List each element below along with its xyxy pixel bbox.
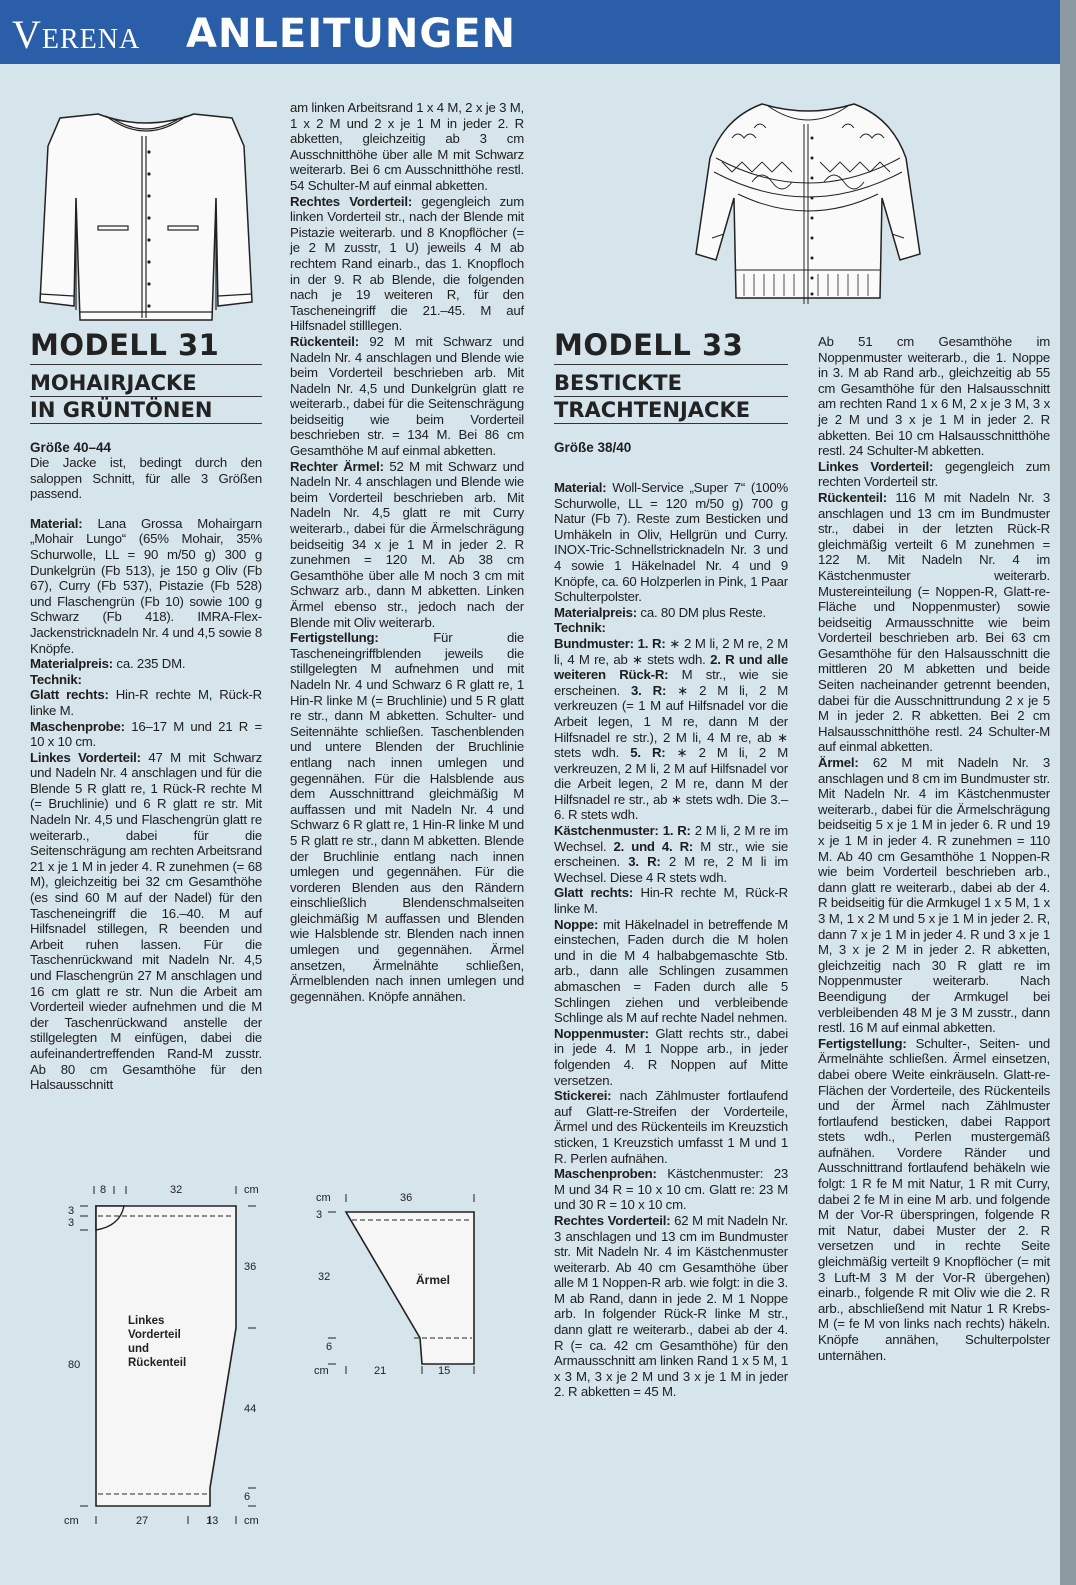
jacket-illustration-modell-31 <box>28 106 264 330</box>
modell-31-title: MODELL 31 <box>30 328 262 365</box>
unit-top: cm <box>244 1184 259 1196</box>
schema-label-vorderteil: Vorderteil <box>128 1329 181 1341</box>
modell-33-rechtes-vorderteil: Rechtes Vorderteil: 62 M mit Nadeln Nr. 3 anschlagen und 13 cm im Bundmuster str. Mit Nadeln Nr. 4 im Kästchenmuster weiterarb. Ab 40 cm Gesamthöhe über alle M 1 Noppen-R arb. wie folgt: in die 3. M ab Rand, dann in jede 2. M 1 Noppe arb. In folgender Rück-R linke M str., dann glatt re weiterarb., dabei ab der 4. R (= ca. 42 cm Gesamthöhe) für den Armausschnitt am linken Rand 1 x 5 M, 1 x 3 M, 3 x je 2 M und 3 x je 1 M in jeder 2. R abketten = 45 M. <box>554 1212 788 1400</box>
modell-31-glatt-rechts: Glatt rechts: Hin-R rechte M, Rück-R linke M. <box>30 687 262 718</box>
modell-33-size: Größe 38/40 <box>554 440 632 455</box>
modell-31-technik: Technik: <box>30 671 82 687</box>
modell-33-rueckenteil: Rückenteil: 116 M mit Nadeln Nr. 3 anschlagen und 13 cm im Bundmuster str., dabei in der letzten Rück-R gleichmäßig verteilt 6 M zunehmen = 122 M. Mit Nadeln Nr. 4 im Kästchenmuster weiterarb. Mustereinteilung (= Noppen-R, Glatt-re-Fläche und Noppenmuster) sowie beidseitig Armausschnitte wie beim Vorderteil beschrieben arb. Bei 63 cm Gesamthöhe für den Halsausschnitt die mittleren 20 M abketten und beide Seiten nacheinander getrennt beenden, dabei für die Ausschnittrundung 2 x je 5 M in jeder 2. R abketten. Bei 2 cm Halsausschnitthöhe restl. 24 Schulter-M auf einmal abketten. <box>818 489 1051 755</box>
modell-31-linkes-vorderteil: Linkes Vorderteil: 47 M mit Schwarz und Nadeln Nr. 4 anschlagen und für die Blende 5 R glatt re, 1 Rück-R rechte M (= Bruchlinie) und 6 R glatt re str. Mit Nadeln Nr. 4,5 und Flaschengrün glatt re weiterarb., dabei für die Seitenschrägung am rechten Arbeitsrand 21 x je 1 M in jeder 4. R zunehmen (= 68 M), gleichzeitig bei 32 cm Gesamthöhe (es sind 60 M auf der Nadel) für den Tascheneingriff die 16.–40. M auf Hilfsnadel stillegen, R beenden und Arbeit ruhen lassen. Für die Taschenrückwand mit Nadeln Nr. 4,5 und Flaschengrün 27 M anschlagen und 16 cm glatt re str. Nun die Arbeit am Vorderteil wieder aufnehmen und die M der Taschenrückwand anstelle der stillgelegten M einfügen, dabei die aufeinandertreffenden Rand-M zusstr. Ab 80 cm Gesamthöhe für den Halsausschnitt <box>30 749 263 1093</box>
schema-label-linkes: Linkes <box>128 1315 165 1327</box>
sleeve-dim-32: 32 <box>318 1271 331 1283</box>
schema-label-und: und <box>128 1343 150 1355</box>
sleeve-label: Ärmel <box>416 1273 451 1287</box>
modell-31-subtitle-line-1: MOHAIRJACKE <box>30 370 262 397</box>
schema-body-diagram <box>60 1178 280 1562</box>
modell-31-rueckenteil: Rückenteil: 92 M mit Schwarz und Nadeln Nr. 4 anschlagen und Blende wie beim Vorderteil beschrieben arb. Mit Nadeln Nr. 4,5 und Dunkelgrün glatt re weiterarb., dabei für die Seitenschrägung beidseitig wie beim Vorderteil beschrieben str. = 134 M. Bei 86 cm Gesamthöhe M auf einmal abketten. <box>290 333 524 459</box>
page-header <box>0 0 1060 64</box>
modell-33-fertigstellung: Fertigstellung: Schulter-, Seiten- und Ärmelnähte schließen. Ärmel einsetzen, dabei obere Weite einkräuseln. Glatt-re-Flächen der Vorderteile, des Rückenteils und der Ärmel nach Zählmuster fortlaufend besticken, dabei Rapport stets wdh., Perlen mustergemäß aufnähen. Vordere Ränder und Ausschnittrand fortlaufend behäkeln wie folgt: 1 R fe M mit Natur, 1 R mit Curry, dabei 2 fe M in eine M arb. und folgende M der Vor-R überspringen, folgende R mit Natur, dabei Muster der 2. R versetzen und in rechte Seite gleichmäßig verteilt 9 Knopflöcher (= mit 3 Luft-M 3 M der Vor-R übergehen) einarb., folgende R mit Oliv wie die 2. R arb., abschließend mit Natur 1 R Krebs-M (= fe M von links nach rechts) häkeln. Knöpfe annähen, Schulterpolster unternähen. <box>818 1035 1050 1363</box>
modell-33-technik: Technik: <box>554 620 606 636</box>
section-title: ANLEITUNGEN <box>186 11 517 57</box>
sleeve-unit-bottom: cm <box>314 1365 329 1377</box>
modell-31-size: Größe 40–44 <box>30 440 112 455</box>
dim-13: 13 <box>206 1515 219 1527</box>
dim-8: 8 <box>100 1184 107 1196</box>
modell-31-material: Material: Lana Grossa Mohairgarn „Mohair Lungo“ (65% Mohair, 35% Schurwolle, LL = 90 m/50 g) 300 g Dunkelgrün (Fb 513), je 150 g Oliv (Fb 67), Curry (Fb 537), Pistazie (Fb 528) und Flaschengrün (Fb 10) sowie 100 g Schwarz (Fb 418). IMRA-Flex-Jackenstricknadeln Nr. 4 und 4,5 sowie 8 Knöpfe. <box>30 515 262 656</box>
modell-33-continuation: Ab 51 cm Gesamthöhe im Noppenmuster weiterarb., die 1. Noppe in 3. M ab Rand arb., gleichzeitig ab 55 cm Gesamthöhe für den Halsausschnitt am rechten Rand 1 x 6 M, 2 x je 3 M, 3 x je 2 M und 3 x je 1 M in jeder 2. R abketten. Bei 10 cm Halsausschnitthöhe restl. 24 Schulter-M abketten. <box>818 334 1050 459</box>
modell-33-maschenproben: Maschenproben: Kästchenmuster: 23 M und 34 R = 10 x 10 cm. Glatt re: 23 M und 30 R = 10 x 10 cm. <box>554 1166 788 1213</box>
modell-33-subtitle-line-1: BESTICKTE <box>554 370 788 397</box>
modell-31-column-2 <box>290 100 524 1004</box>
modell-31-continuation: am linken Arbeitsrand 1 x 4 M, 2 x je 3 M, 1 x 2 M und 2 x je 1 M in jeder 2. R abketten, gleichzeitig ab 3 cm Ausschnitthöhe über alle M mit Schwarz weiterarb. Bei 6 cm Ausschnitthöhe restl. 54 Schulter-M auf einmal abketten. <box>290 100 524 193</box>
modell-33-linkes-vorderteil: Linkes Vorderteil: gegengleich zum rechten Vorderteil str. <box>818 458 1051 490</box>
modell-33-title: MODELL 33 <box>554 328 788 365</box>
dim-36: 36 <box>244 1261 257 1273</box>
sleeve-dim-36: 36 <box>400 1192 413 1204</box>
modell-33-aermel: Ärmel: 62 M mit Nadeln Nr. 3 anschlagen und 8 cm im Bundmuster str. Mit Nadeln Nr. 4 im Kästchenmuster weiterarb., dabei für die Ärmelschrägung beidseitig 5 x je 1 M in jeder 6. R und 19 x je 1 M in jeder 4. R zunehmen = 110 M. Ab 40 cm Gesamthöhe 1 Noppen-R wie beim Vorderteil beschrieben arb., dann glatt re weiterarb., dabei ab der 4. R beidseitig für die Armkugel 1 x 5 M, 1 x 3 M, 1 x 2 M und 5 x je 1 M in jeder 2. R, dann 7 x je 1 M in jeder 4. R und 3 x je 1 M, 3 x je 2 M in jeder 2. R abketten, gleichzeitig nach 30 R glatt re im Noppenmuster weiterarb. Nach Beendigung der Armkugel bei verbleibenden 48 M je 3 M zusstr., dann restl. 16 M auf einmal abketten. <box>818 755 1051 1036</box>
unit-bottom-left: cm <box>64 1515 79 1527</box>
brand-logo: Verena <box>12 12 141 57</box>
modell-33-bundmuster: Bundmuster: 1. R: ∗ 2 M li, 2 M re, 2 M li, 4 M re, ab ∗ stets wdh. 2. R und alle weiteren Rück-R: M str., wie sie erscheinen. 3. R: ∗ 2 M li, 2 M verkreuzen (= 1 M auf Hilfsnadel vor die Arbeit legen, 1 M re, dann M der Hilfsnadel re str.), 2 M li, 4 M re, ab ∗ stets wdh. 5. R: ∗ 2 M li, 2 M verkreuzen, 2 M li, 2 M auf Hilfsnadel vor die Arbeit legen, 2 M re, dann M der Hilfsnadel re str., ab ∗ stets wdh. Die 3.–6. R stets wdh. <box>554 635 789 823</box>
schema-label-rueckenteil: Rückenteil <box>128 1357 187 1369</box>
dim-3b: 3 <box>68 1217 75 1229</box>
modell-33-kaestchenmuster: Kästchenmuster: 1. R: 2 M li, 2 M re im Wechsel. 2. und 4. R: M str., wie sie erscheinen. 3. R: 2 M re, 2 M li im Wechsel. Diese 4 R stets wdh. <box>554 823 789 885</box>
sleeve-dim-21: 21 <box>374 1365 387 1377</box>
modell-33-stickerei: Stickerei: nach Zählmuster fortlaufend auf Glatt-re-Streifen der Vorderteile, Ärmel und des Rückenteils im Kreuzstich sticken, 1 Kreuzstich umfasst 1 M und 1 R. Perlen aufnähen. <box>554 1088 788 1166</box>
modell-31-column-1 <box>30 455 262 1093</box>
dim-80: 80 <box>68 1359 81 1371</box>
modell-33-subtitle-line-2: TRACHTENJACKE <box>554 397 788 424</box>
modell-31-subtitle <box>30 370 262 424</box>
modell-33-glatt-rechts: Glatt rechts: Hin-R rechte M, Rück-R linke M. <box>554 885 789 917</box>
sleeve-unit-top: cm <box>316 1192 331 1204</box>
modell-33-column-3 <box>554 480 788 1400</box>
modell-33-subtitle <box>554 370 788 424</box>
modell-31-rechter-aermel: Rechter Ärmel: 52 M mit Schwarz und Nadeln Nr. 4 anschlagen und Blende wie beim Vorderteil beschrieben arb. Mit Nadeln Nr. 4,5 glatt re mit Curry weiterarb., dabei für die Ärmelschrägung beidseitig 34 x je 1 M in jeder 2. R zunehmen = 120 M. Ab 38 cm Gesamthöhe über alle M noch 3 cm mit Schwarz arb., dann M abketten. Linken Ärmel ebenso str., jedoch nach der Blende mit Oliv weiterarb. <box>290 458 524 630</box>
modell-33-noppe: Noppe: mit Häkelnadel in betreffende M einstechen, Faden durch die M holen und in die M 4 halbabgemaschte Stb. arb., dann alle Schlingen zusammen abmaschen = Faden durch alle 5 Schlingen ziehen und verbleibende Schlinge als M auf rechte Nadel nehmen. <box>554 916 788 1026</box>
sleeve-dim-3: 3 <box>316 1209 323 1221</box>
modell-31-price: Materialpreis: ca. 235 DM. <box>30 656 186 672</box>
page-edge <box>1060 0 1076 1585</box>
dim-3a: 3 <box>68 1205 75 1217</box>
modell-31-subtitle-line-2: IN GRÜNTÖNEN <box>30 397 262 424</box>
material-label: Material: <box>30 515 83 531</box>
modell-31-rechtes-vorderteil: Rechtes Vorderteil: gegengleich zum linken Vorderteil str., nach der Blende mit Pistazie weiterarb. und 8 Knopflöcher (= je 2 M zusstr, 1 U) jeweils 4 M ab rechtem Rand einarb., das 1. Knopfloch in der 9. R ab Blende, die folgenden nach je 19 weiteren R, für den Tascheneingriff die 21.–45. M auf Hilfsnadel stilllegen. <box>290 193 524 334</box>
dim-27: 27 <box>136 1515 149 1527</box>
modell-31-fertigstellung: Fertigstellung: Für die Tascheneingriffblenden jeweils die stillgelegten M aufnehmen und mit Nadeln Nr. 4 und Schwarz 6 R glatt re, 1 Hin-R linke M (= Bruchlinie) und 5 R glatt re str., dann M abketten. Schulter- und Seitennähte schließen. Taschenblenden und untere Blenden der Bruchlinie entlang nach innen umlegen und gegennähen. Für die Halsblende aus dem Ausschnittrand gleichmäßig M auffassen und mit Nadeln Nr. 4 und Schwarz 6 R glatt re, 1 Hin-R linke M und 5 R glatt re str., dann M abketten. Blende der Bruchlinie entlang nach innen umlegen und gegennähen. Für die vorderen Blenden aus den Rändern einschließlich Blendenschmalseiten gleichmäßig M auffassen und Blenden wie Halsblende str. Blenden nach innen umlegen und gegennähen. Ärmel ansetzen, Ärmelnähte schließen, Ärmelblenden nach innen umlegen und gegennähen. Knöpfe annähen. <box>290 630 524 1004</box>
dim-32: 32 <box>170 1184 183 1196</box>
dim-44: 44 <box>244 1403 257 1415</box>
modell-31-maschenprobe: Maschenprobe: 16–17 M und 21 R = 10 x 10 cm. <box>30 718 262 750</box>
sleeve-dim-15: 15 <box>438 1365 451 1377</box>
jacket-illustration-modell-33 <box>692 98 924 314</box>
dim-6: 6 <box>244 1491 251 1503</box>
schema-sleeve-diagram <box>310 1188 490 1388</box>
modell-33-column-4 <box>818 334 1050 1363</box>
modell-33-noppenmuster: Noppenmuster: Glatt rechts str., dabei in jede 4. M 1 Noppe arb., in jeder folgenden 4. R Noppen auf Mitte versetzen. <box>554 1025 788 1088</box>
sleeve-dim-6: 6 <box>326 1341 333 1353</box>
unit-bottom-right: cm <box>244 1515 259 1527</box>
modell-31-intro: Die Jacke ist, bedingt durch den saloppen Schnitt, für alle 3 Größen passend. <box>30 455 262 502</box>
modell-33-price: Materialpreis: ca. 80 DM plus Reste. <box>554 604 766 620</box>
modell-33-material: Material: Woll-Service „Super 7“ (100% Schurwolle, LL = 120 m/50 g) 700 g Natur (Fb 7). Reste zum Besticken und Umhäkeln in Oliv, Hellgrün und Curry. INOX-Tric-Schnellstricknadeln Nr. 3 und 4 sowie 1 Häkelnadel Nr. 4 und 9 Knöpfe, ca. 60 Holzperlen in Pink, 1 Paar Schulterpolster. <box>554 480 788 605</box>
